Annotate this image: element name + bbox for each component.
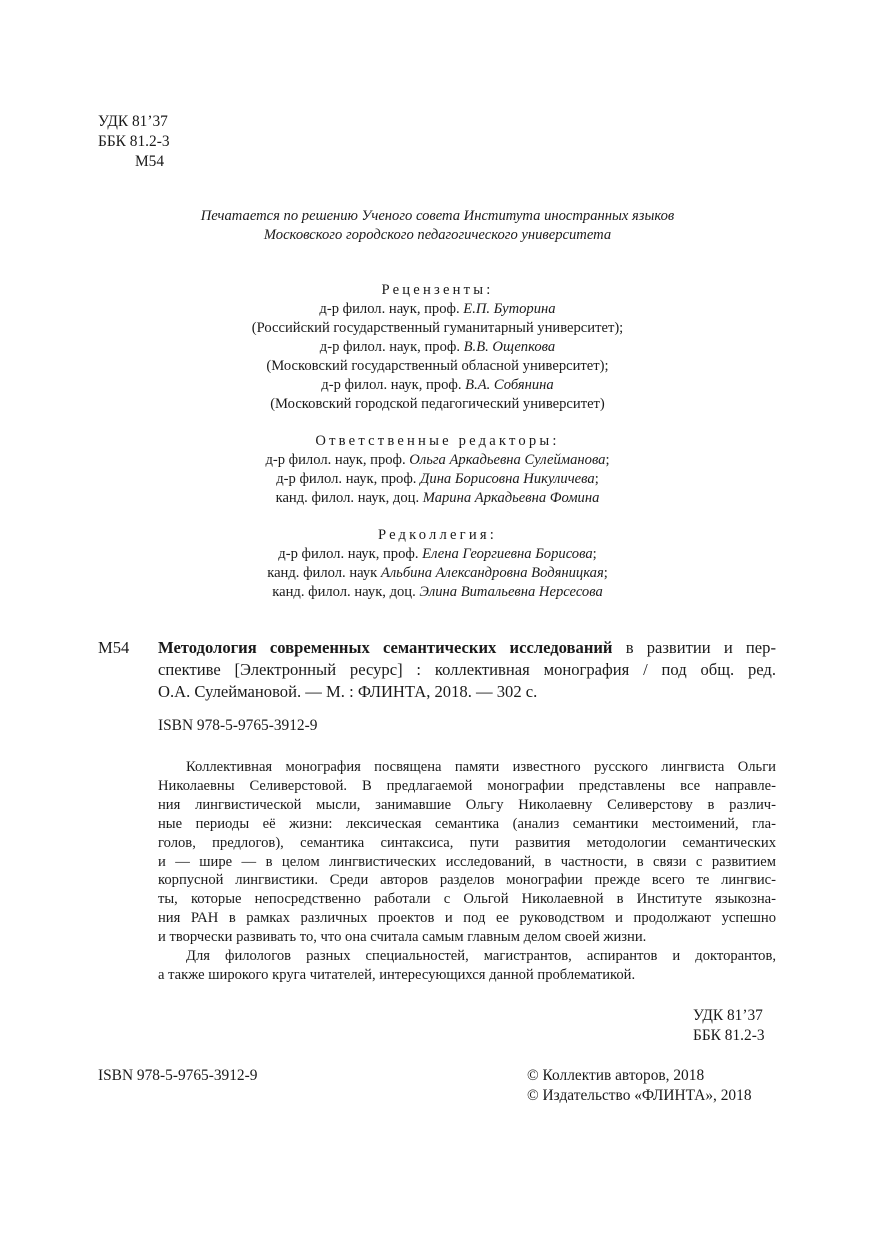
entry-line-3: О.А. Сулеймановой. — М. : ФЛИНТА, 2018. — 302 с. xyxy=(158,682,538,701)
abstract-line: Для филологов разных специальностей, магистрантов, аспирантов и докторантов, xyxy=(186,948,776,965)
footer-udk: УДК 81’37 xyxy=(693,1007,763,1024)
abstract-line: Коллективная монография посвящена памяти известного русского лингвиста Ольги xyxy=(186,759,776,775)
footer-isbn: ISBN 978-5-9765-3912-9 xyxy=(98,1067,258,1084)
copyright-publisher: © Издательство «ФЛИНТА», 2018 xyxy=(527,1087,752,1104)
entry-line-2: спективе [Электронный ресурс] : коллективная монография / под общ. ред. xyxy=(158,660,776,679)
board-member-1: д-р филол. наук, проф. Елена Георгиевна Борисова; xyxy=(278,546,597,562)
editors-heading: Ответственные редакторы: xyxy=(315,433,560,449)
udk-code: УДК 81’37 xyxy=(98,113,168,130)
reviewer-2-affiliation: (Московский государственный обласной университет); xyxy=(266,358,609,374)
abstract-line: ты, которые непосредственно работали с Ольгой Николаевной в Институте языкозна- xyxy=(158,891,776,908)
book-title: Методология современных семантических исследований xyxy=(158,638,613,657)
board-heading: Редколлегия: xyxy=(377,527,498,543)
entry-sign: М54 xyxy=(98,638,130,657)
reviewers-heading: Рецензенты: xyxy=(381,282,494,298)
abstract-line: и — шире — в целом лингвистических исследований, в частности, в связи с развитием xyxy=(158,853,776,870)
approval-line-1: Печатается по решению Ученого совета Института иностранных языков xyxy=(200,208,675,224)
abstract-line: ные периоды её жизни: лексическая семантика (анализ семантики местоимений, гла- xyxy=(158,815,776,832)
editor-3: канд. филол. наук, доц. Марина Аркадьевна Фомина xyxy=(275,490,600,506)
abstract-line: ния лингвистической мысли, занимавшие Ольгу Николаевну Селиверстову в различ- xyxy=(158,796,776,813)
reviewer-3: д-р филол. наук, проф. В.А. Собянина xyxy=(321,377,554,393)
abstract-line: а также широкого круга читателей, интересующихся данной проблематикой. xyxy=(158,966,636,983)
footer-bbk: ББК 81.2-3 xyxy=(693,1027,765,1044)
reviewer-2: д-р филол. наук, проф. В.В. Ощепкова xyxy=(319,339,556,355)
abstract-line: ния РАН в рамках различных проектов и под ее руководством и продолжают успешно xyxy=(158,910,776,927)
abstract-line: корпусной лингвистики. Среди авторов разделов монографии прежде всего те лингвис- xyxy=(158,872,776,889)
reviewer-3-affiliation: (Московский городской педагогический университет) xyxy=(270,396,605,412)
entry-isbn: ISBN 978-5-9765-3912-9 xyxy=(158,717,318,734)
reviewer-1: д-р филол. наук, проф. Е.П. Буторина xyxy=(319,301,556,317)
approval-line-2: Московского городского педагогического университета xyxy=(263,227,612,243)
reviewer-1-affiliation: (Российский государственный гуманитарный университет); xyxy=(251,320,624,336)
board-member-3: канд. филол. наук, доц. Элина Витальевна Нерсесова xyxy=(272,584,603,600)
entry-line-1: Методология современных семантических исследований в развитии и пер- xyxy=(158,638,776,657)
editor-2: д-р филол. наук, проф. Дина Борисовна Никуличева; xyxy=(276,471,599,487)
bbk-code: ББК 81.2-3 xyxy=(98,133,170,150)
author-sign: М54 xyxy=(135,153,165,170)
editor-1: д-р филол. наук, проф. Ольга Аркадьевна Сулейманова; xyxy=(265,452,610,468)
abstract xyxy=(158,758,776,985)
abstract-line: голов, предлогов), семантика синтаксиса, пути развития методологии семантических xyxy=(158,834,776,851)
board-member-2: канд. филол. наук Альбина Александровна Водяницкая; xyxy=(267,565,608,581)
copyright-authors: © Коллектив авторов, 2018 xyxy=(527,1067,705,1084)
abstract-line: и творчески развивать то, что она считала самым главным делом своей жизни. xyxy=(158,929,647,946)
abstract-line: Николаевны Селиверстовой. В предлагаемой монографии представлены все направле- xyxy=(158,777,776,794)
